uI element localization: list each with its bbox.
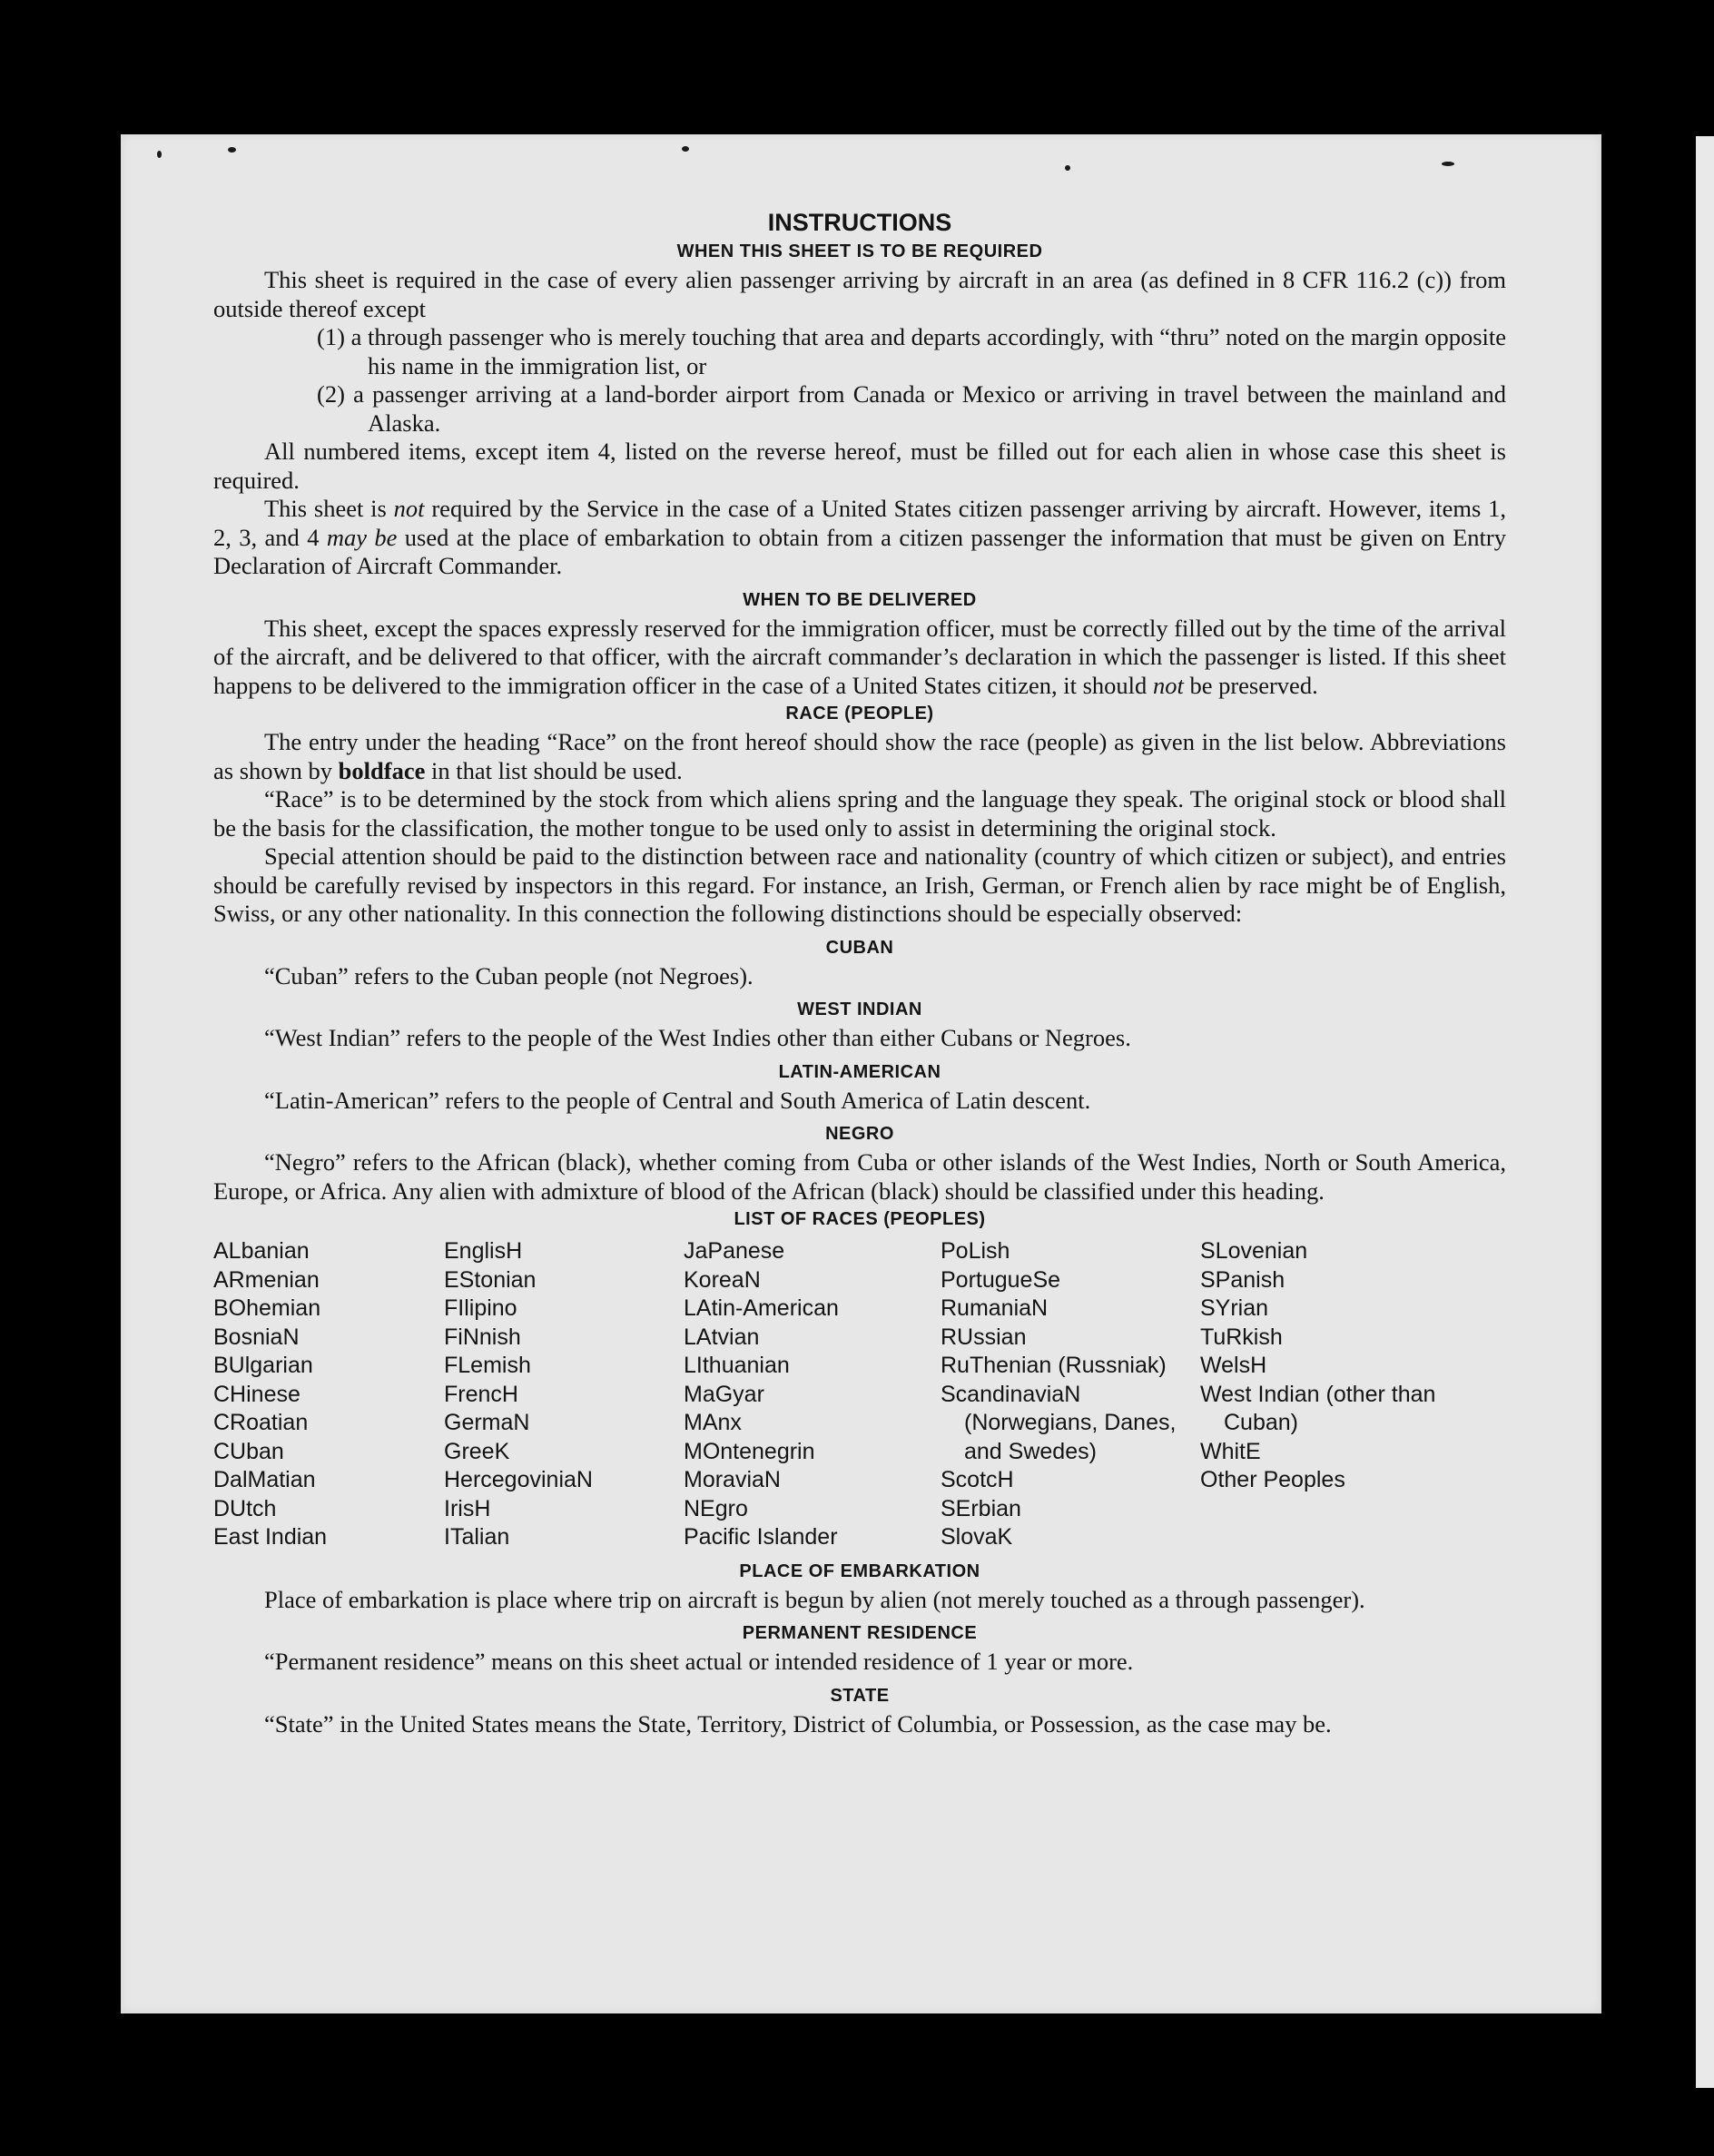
citizen-paragraph: This sheet is not required by the Service in the case of a United States citizen passenger arriving by aircraft. However, items 1, 2, 3, and 4 may be used at the place of embarkation to obtain from a citizen passenger the information that must be given on Entry Declaration of Aircraft Commander.	[213, 495, 1506, 579]
numbered-items-paragraph: All numbered items, except item 4, listed on the reverse hereof, must be filled out for each alien in whose case this sheet is required.	[213, 438, 1506, 494]
race-entry: FLemish	[444, 1353, 531, 1378]
heading-race: RACE (PEOPLE)	[785, 704, 934, 724]
delivered-paragraph: This sheet, except the spaces expressly reserved for the immigration officer, must be correctly filled out by the time of the arrival of the aircraft, and be delivered to that officer, with the aircraft commander’s declaration in which the passenger is listed. If this sheet happens to be delivered to the immigration officer in the case of a United States citizen, it should not be preserved.	[213, 614, 1506, 699]
race-entry: BUlgarian	[213, 1353, 313, 1378]
race-entry: CUban	[213, 1438, 284, 1464]
when-required-intro: This sheet is required in the case of every alien passenger arriving by aircraft in an area (as defined in 8 CFR 116.2 (c)) from outside thereof except	[213, 266, 1506, 322]
exception-2: (2) a passenger arriving at a land-border airport from Canada or Mexico or arriving in travel between the mainland and Alaska.	[317, 380, 1506, 437]
heading-place-of-embarkation: PLACE OF EMBARKATION	[739, 1560, 980, 1581]
ink-speck	[1065, 165, 1070, 171]
race-entry: DalMatian	[213, 1467, 316, 1492]
race-entry: HercegoviniaN	[444, 1467, 593, 1492]
race-entry: Other Peoples	[1200, 1467, 1345, 1492]
race-entry: FIlipino	[444, 1295, 517, 1321]
race-entry: West Indian (other than Cuban)	[1200, 1381, 1436, 1435]
race-entry: East Indian	[213, 1524, 328, 1550]
race-entry: MaGyar	[684, 1381, 764, 1407]
race-entry: BOhemian	[213, 1295, 321, 1321]
races-column-2	[444, 1237, 684, 1552]
heading-latin-american: LATIN-AMERICAN	[778, 1061, 941, 1082]
heading-cuban: CUBAN	[825, 937, 894, 958]
race-paragraph-2: “Race” is to be determined by the stock from which aliens spring and the language they speak. The original stock or blood shall be the basis for the classification, the mother tongue to be used only to assist in determining the original stock.	[213, 785, 1506, 842]
race-entry: GreeK	[444, 1438, 510, 1464]
race-entry: MOntenegrin	[684, 1438, 815, 1464]
race-entry: BosniaN	[213, 1324, 300, 1350]
race-paragraph-3: Special attention should be paid to the distinction between race and nationality (country of which citizen or subject), and entries should be carefully revised by inspectors in this regard. For instance, an Irish, German, or French alien by race might be of English, Swiss, or any other nationality. In this connection the following distinctions should be especially observed:	[213, 842, 1506, 927]
heading-west-indian: WEST INDIAN	[797, 999, 922, 1019]
race-entry: KoreaN	[684, 1266, 761, 1293]
race-entry: RumaniaN	[941, 1295, 1049, 1321]
race-entry: NEgro	[684, 1495, 748, 1521]
heading-permanent-residence: PERMANENT RESIDENCE	[742, 1623, 978, 1643]
race-entry: JaPanese	[684, 1238, 785, 1264]
race-entry: CHinese	[213, 1381, 300, 1407]
races-column-3	[684, 1237, 941, 1552]
race-entry: ScotcH	[941, 1467, 1014, 1492]
race-entry: FiNnish	[444, 1324, 521, 1350]
heading-list-of-races: LIST OF RACES (PEOPLES)	[734, 1209, 986, 1229]
embarkation-text: Place of embarkation is place where trip on aircraft is begun by alien (not merely touched as a through passenger).	[264, 1585, 1365, 1613]
heading-state: STATE	[830, 1685, 890, 1706]
heading-when-delivered: WHEN TO BE DELIVERED	[743, 589, 977, 610]
race-entry: MAnx	[684, 1410, 742, 1435]
state-text: “State” in the United States means the State, Territory, District of Columbia, or Possession, as the case may be.	[264, 1709, 1332, 1738]
heading-when-required: WHEN THIS SHEET IS TO BE REQUIRED	[676, 241, 1043, 261]
race-entry: EStonian	[444, 1266, 537, 1293]
race-entry: ITalian	[444, 1524, 510, 1550]
page-title: INSTRUCTIONS	[767, 209, 952, 236]
west-indian-text: “West Indian” refers to the people of the West Indies other than either Cubans or Negroes.	[264, 1024, 1131, 1051]
ink-speck	[157, 151, 162, 158]
race-paragraph-1: The entry under the heading “Race” on the front hereof should show the race (people) as given in the list below. Abbreviations as shown by boldface in that list should be used.	[213, 728, 1506, 784]
race-entry: ScandinaviaN (Norwegians, Danes, and Swedes)	[941, 1381, 1177, 1464]
race-entry: FrencH	[444, 1381, 518, 1407]
race-entry: CRoatian	[213, 1410, 309, 1435]
race-entry: SErbian	[941, 1495, 1021, 1521]
negro-text: “Negro” refers to the African (black), whether coming from Cuba or other islands of the West Indies, North or South America, Europe, or Africa. Any alien with admixture of blood of the African (black) should be classified under this heading.	[213, 1148, 1506, 1205]
race-entry: PoLish	[941, 1238, 1010, 1264]
race-entry: LIthuanian	[684, 1353, 790, 1378]
ink-speck	[1442, 162, 1454, 166]
ink-speck	[228, 147, 236, 153]
race-entry: PortugueSe	[941, 1266, 1061, 1293]
race-entry: WelsH	[1200, 1353, 1267, 1378]
race-entry: LAtvian	[684, 1324, 760, 1350]
ink-speck	[682, 146, 689, 152]
race-entry: LAtin-American	[684, 1295, 839, 1321]
latin-american-text: “Latin-American” refers to the people of Central and South America of Latin descent.	[264, 1086, 1091, 1114]
race-entry: MoraviaN	[684, 1467, 781, 1492]
adjacent-page-edge	[1696, 136, 1714, 2088]
race-entry: Pacific Islander	[684, 1524, 838, 1550]
race-entry: SYrian	[1200, 1295, 1269, 1321]
residence-text: “Permanent residence” means on this sheet actual or intended residence of 1 year or more.	[264, 1648, 1134, 1675]
race-entry: RuThenian (Russniak)	[941, 1353, 1167, 1378]
race-entry: GermaN	[444, 1410, 530, 1435]
race-entry: SLovenian	[1200, 1238, 1308, 1264]
races-column-4	[941, 1237, 1200, 1552]
race-entry: ALbanian	[213, 1238, 310, 1264]
race-entry: EnglisH	[444, 1238, 523, 1264]
instruction-sheet	[121, 134, 1601, 2013]
races-column-5	[1200, 1237, 1436, 1552]
race-entry: RUssian	[941, 1324, 1027, 1350]
race-entry: TuRkish	[1200, 1324, 1283, 1350]
races-list	[213, 1237, 1506, 1552]
race-entry: SPanish	[1200, 1266, 1286, 1293]
exception-1: (1) a through passenger who is merely touching that area and departs accordingly, with “thru” noted on the margin opposite his name in the immigration list, or	[317, 323, 1506, 379]
heading-negro: NEGRO	[825, 1124, 894, 1144]
race-entry: WhitE	[1200, 1438, 1261, 1464]
race-entry: IrisH	[444, 1495, 491, 1521]
race-entry: DUtch	[213, 1495, 277, 1521]
race-entry: SlovaK	[941, 1524, 1013, 1550]
instructions-body	[213, 207, 1506, 1738]
races-column-1	[213, 1237, 444, 1552]
race-entry: ARmenian	[213, 1266, 320, 1293]
cuban-text: “Cuban” refers to the Cuban people (not Negroes).	[264, 961, 754, 989]
